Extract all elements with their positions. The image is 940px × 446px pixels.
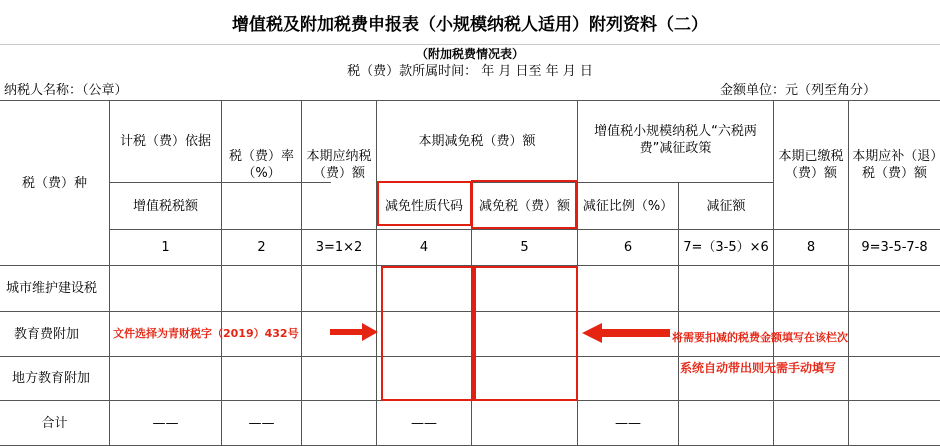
row-label-education-surcharge: 教育费附加 — [14, 326, 80, 342]
total-dash: —— — [152, 415, 179, 431]
arrow-left-icon — [582, 322, 672, 344]
total-dash: —— — [411, 415, 437, 431]
index-cell: 6 — [623, 240, 633, 255]
highlight-reduction-code-column — [381, 266, 474, 401]
header-reduction: 本期减免税（费）额 — [418, 134, 536, 149]
header-rate: 税（费）率（%） — [228, 149, 294, 181]
header-payable: 本期应纳税（费）额 — [306, 149, 372, 181]
total-dash: —— — [248, 415, 275, 431]
index-cell: 9=3-5-7-8 — [861, 240, 928, 255]
form-title: 增值税及附加税费申报表（小规模纳税人适用）附列资料（二） — [0, 0, 940, 45]
index-cell: 8 — [806, 240, 816, 255]
row-label-total: 合计 — [41, 415, 68, 431]
form-subtitle: （附加税费情况表） — [415, 47, 524, 61]
index-cell: 1 — [161, 240, 170, 255]
highlight-reduction-code-header — [377, 181, 472, 226]
header-policy: 增值税小规模纳税人“六税两费”减征政策 — [594, 124, 757, 156]
annotation-right-note-2: 系统自动带出则无需手动填写 — [680, 361, 837, 375]
highlight-reduction-amount-header — [471, 180, 577, 229]
header-policy-amount: 减征额 — [706, 198, 746, 214]
header-basis-sub: 增值税税额 — [132, 198, 198, 214]
annotation-right-note-1: 将需要扣减的税费金额填写在该栏次 — [672, 331, 848, 344]
highlight-reduction-amount-column — [474, 266, 578, 401]
tax-period: 税（费）款所属时间： 年 月 日至 年 月 日 — [347, 64, 593, 79]
header-reduction-code: 减免性质代码 — [384, 198, 463, 214]
index-cell: 7=（3-5）×6 — [683, 240, 769, 255]
row-label-local-education-surcharge: 地方教育附加 — [12, 371, 91, 386]
amount-unit-label: 金额单位：元（列至角分） — [720, 83, 877, 98]
index-cell: 2 — [257, 240, 266, 255]
header-reduction-amount: 减免税（费）额 — [478, 198, 570, 214]
annotation-left-note: 文件选择为青财税字（2019）432号 — [113, 327, 299, 340]
header-paid: 本期已缴税（费）额 — [778, 149, 844, 181]
header-tax-type: 税（费）种 — [21, 175, 87, 191]
total-dash: —— — [615, 415, 641, 431]
index-cell: 4 — [419, 240, 429, 255]
row-label-urban-tax: 城市维护建设税 — [6, 281, 98, 296]
taxpayer-name-label: 纳税人名称：（公章） — [4, 83, 128, 98]
arrow-right-icon — [330, 322, 380, 342]
header-refund: 本期应补（退）税（费）额 — [852, 149, 937, 181]
header-policy-ratio: 减征比例（%） — [582, 198, 674, 214]
index-cell: 5 — [520, 240, 529, 255]
index-cell: 3=1×2 — [315, 240, 363, 255]
header-basis: 计税（费）依据 — [119, 134, 211, 149]
